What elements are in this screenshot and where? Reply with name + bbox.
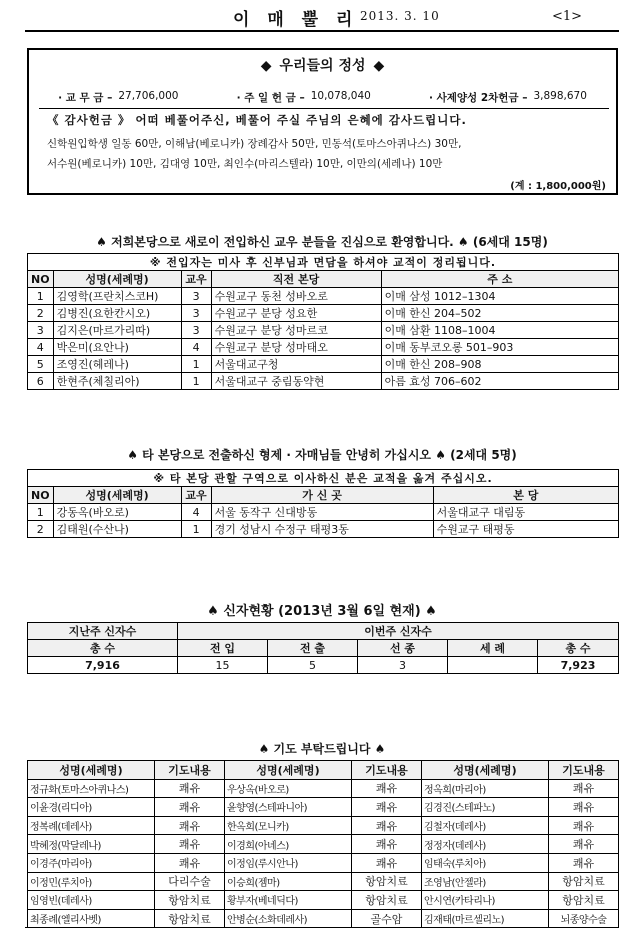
donor-line: 서수원(베로니카) 10만, 김대영 10만, 최인수(마리스텔라) 10만, 이만의(세레나) 10만 <box>47 158 443 170</box>
table-row: 최종례(엘리사벳) 항암치료 안병순(소화데레사) 골수암 김재태(마르셀리노) 뇌종양수술 <box>28 909 619 928</box>
table-row: 6 한현주(체칠리아) 1 서울대교구 중림동약현 아름 효성 706–602 <box>28 373 619 390</box>
table-row: 임영빈(데레사) 항암치료 황부자(베네딕다) 항암치료 안시연(카타리나) 항암치료 <box>28 891 619 910</box>
table-header-row: NO 성명(세례명) 교우 직전 본당 주 소 <box>28 271 619 288</box>
table-row: 2 김병진(요한칸시오) 3 수원교구 분당 성요한 이매 한신 204–502 <box>28 305 619 322</box>
footer-divider <box>25 927 619 928</box>
believers-title: ♠ 신자현황 (2013년 3월 6일 현재) ♠ <box>207 604 437 619</box>
thanks-total: (계 : 1,800,000원) <box>510 181 606 192</box>
table-row: 이윤경(리디아) 쾌유 윤향영(스테파니아) 쾌유 김경진(스테파노) 쾌유 <box>28 798 619 817</box>
transfer-out-title: ♠ 타 본당으로 전출하신 형제 · 자매님들 안녕히 가십시오 ♠ (2세대 5명) <box>127 448 517 462</box>
table-row: 정복례(데레사) 쾌유 한옥희(모니카) 쾌유 김철자(데레사) 쾌유 <box>28 816 619 835</box>
offering-item: · 사제양성 2차헌금 – 3,898,670 <box>428 90 587 104</box>
table-header-row: 총 수 전 입 전 출 선 종 세 례 총 수 <box>28 640 619 657</box>
transfer-in-title: ♠ 저희본당으로 새로이 전입하신 교우 분들을 진심으로 환영합니다. ♠ (6세대 15명) <box>96 235 548 249</box>
transfer-in-table <box>27 253 619 390</box>
header-divider <box>25 30 619 32</box>
table-row: 1 강동옥(바오로) 4 서울 동작구 신대방동 서울대교구 대림동 <box>28 504 619 521</box>
table-row: 1 김영학(프란치스코H) 3 수원교구 동천 성바오로 이매 삼성 1012–1304 <box>28 288 619 305</box>
table-row: 3 김지은(마르가리따) 3 수원교구 분당 성마르코 이매 삼환 1108–1004 <box>28 322 619 339</box>
transfer-in-note: ※ 전입자는 미사 후 신부님과 면담을 하셔야 교적이 정리됩니다. <box>28 254 619 271</box>
offering-item: · 주 일 헌 금 – 10,078,040 <box>236 90 371 104</box>
table-row: 박혜정(막달레나) 쾌유 이경희(아녜스) 쾌유 정정자(데레사) 쾌유 <box>28 835 619 854</box>
offering-divider <box>39 108 609 109</box>
offering-item: · 교 무 금 – 27,706,000 <box>58 90 179 104</box>
transfer-out-table <box>27 469 619 538</box>
prayer-title: ♠ 기도 부탁드립니다 ♠ <box>258 742 386 756</box>
table-row: 2 김태원(수산나) 1 경기 성남시 수정구 태평3동 수원교구 태평동 <box>28 521 619 538</box>
table-header-row: NO 성명(세례명) 교우 가 신 곳 본 당 <box>28 487 619 504</box>
table-row: 이경주(마리아) 쾌유 이정임(루시안나) 쾌유 임태숙(루치아) 쾌유 <box>28 853 619 872</box>
believers-table <box>27 622 619 674</box>
thanks-heading: 《 감사헌금 》 어떠 베풀어주신, 베풀어 주실 주님의 은혜에 감사드립니다. <box>47 113 467 127</box>
transfer-out-note: ※ 타 본당 관할 구역으로 이사하신 분은 교적을 옮겨 주십시오. <box>28 470 619 487</box>
bulletin-title: 이 매 뿔 리 <box>233 10 359 30</box>
bulletin-date: 2013. 3. 10 <box>360 9 440 23</box>
table-row: 7,916 15 5 3 7,923 <box>28 657 619 674</box>
offering-title: ◆ 우리들의 정성 ◆ <box>260 58 385 74</box>
offering-amounts <box>29 90 616 105</box>
diamond-icon: ◆ <box>260 58 272 74</box>
donor-line: 신학원입학생 일동 60만, 이해남(베로니카) 장례감사 50만, 민동석(토마스아퀴나스) 30만, <box>47 138 462 150</box>
donor-list <box>47 134 607 174</box>
prayer-table <box>27 760 619 928</box>
table-header-row: 성명(세례명) 기도내용 성명(세례명) 기도내용 성명(세례명) 기도내용 <box>28 761 619 780</box>
table-row: 이정민(루치아) 다리수술 이승희(젬마) 항암치료 조영남(안젤라) 항암치료 <box>28 872 619 891</box>
table-row: 정규화(토마스아퀴나스) 쾌유 우상옥(바오로) 쾌유 정옥희(마리아) 쾌유 <box>28 779 619 798</box>
diamond-icon: ◆ <box>373 58 385 74</box>
offering-box <box>27 48 618 195</box>
table-row: 4 박은미(요안나) 4 수원교구 분당 성마태오 이매 동부코오롱 501–903 <box>28 339 619 356</box>
page-number: <1> <box>552 9 583 24</box>
table-header-row: 지난주 신자수 이번주 신자수 <box>28 623 619 640</box>
table-row: 5 조영진(헤레나) 1 서울대교구청 이매 한신 208–908 <box>28 356 619 373</box>
